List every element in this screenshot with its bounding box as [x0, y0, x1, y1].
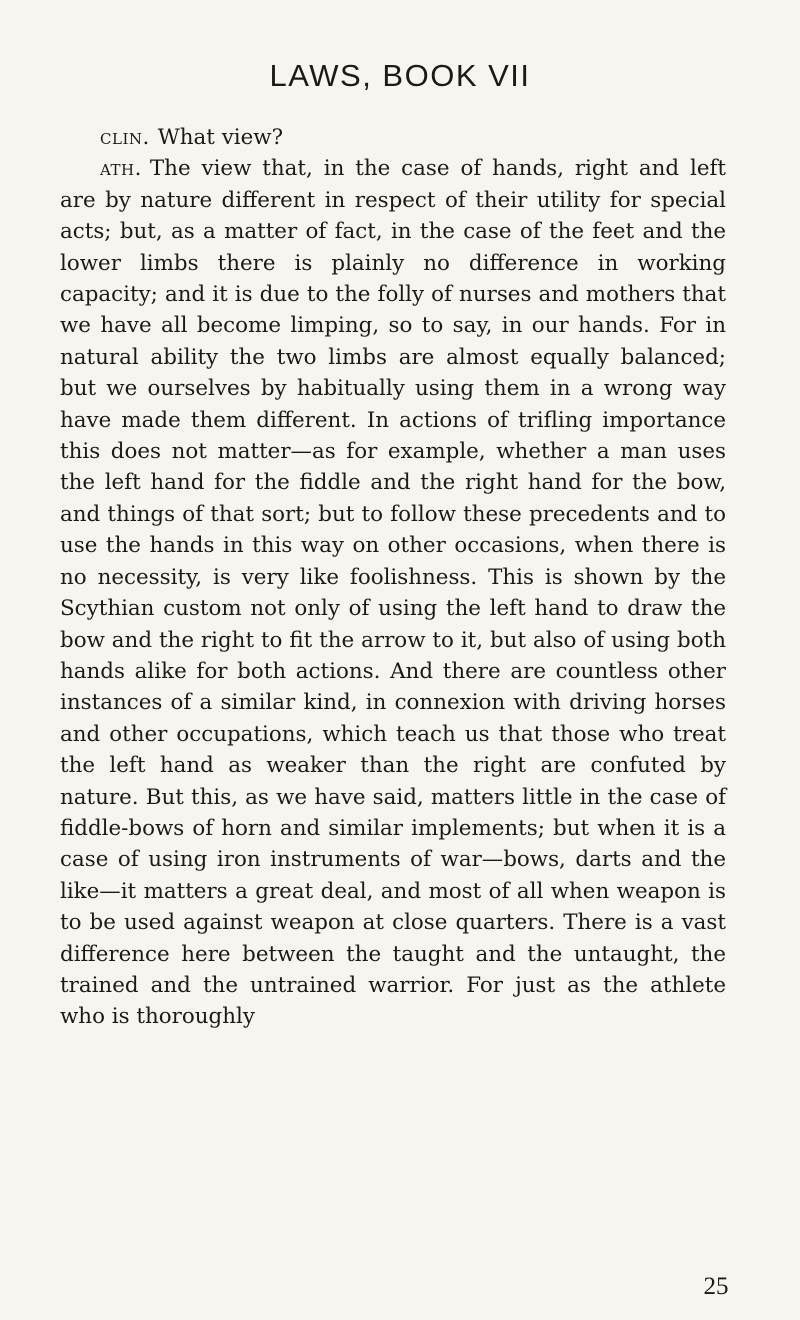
- dialogue-text: [60, 122, 726, 1033]
- page-number: 25: [703, 1273, 729, 1300]
- speaker-label-clin: clin.: [100, 125, 150, 150]
- running-head: LAWS, BOOK VII: [269, 58, 531, 93]
- dialogue-paragraph-clin: [60, 122, 726, 153]
- paragraph-text: The view that, in the case of hands, right and left are by nature different in respect of their utility for special acts; but, as a matter of fact, in the case of the feet and the lower limbs there is plainly no difference in working capacity; and it is due to the folly of nurses and mothers that we have all become limping, so to say, in our hands. For in natural ability the two limbs are almost equally balanced; but we ourselves by habitually using them in a wrong way have made them different. In actions of trifling importance this does not matter—as for example, whether a man uses the left hand for the fiddle and the right hand for the bow, and things of that sort; but to follow these precedents and to use the hands in this way on other occasions, when there is no necessity, is very like foolishness. This is shown by the Scythian custom not only of using the left hand to draw the bow and the right to fit the arrow to it, but also of using both hands alike for both actions. And there are countless other instances of a similar kind, in connexion with driving horses and other occupations, which teach us that those who treat the left hand as weaker than the right are confuted by nature. But this, as we have said, matters little in the case of fiddle-bows of horn and similar implements; but when it is a case of using iron instruments of war—bows, darts and the like—it matters a great deal, and most of all when weapon is to be used against weapon at close quarters. There is a vast difference here between the taught and the untaught, the trained and the untrained warrior. For just as the athlete who is thoroughly: [60, 156, 726, 1030]
- speaker-label-ath: ath.: [100, 156, 142, 182]
- dialogue-paragraph-ath: [60, 153, 726, 1032]
- paragraph-text: What view?: [157, 125, 284, 150]
